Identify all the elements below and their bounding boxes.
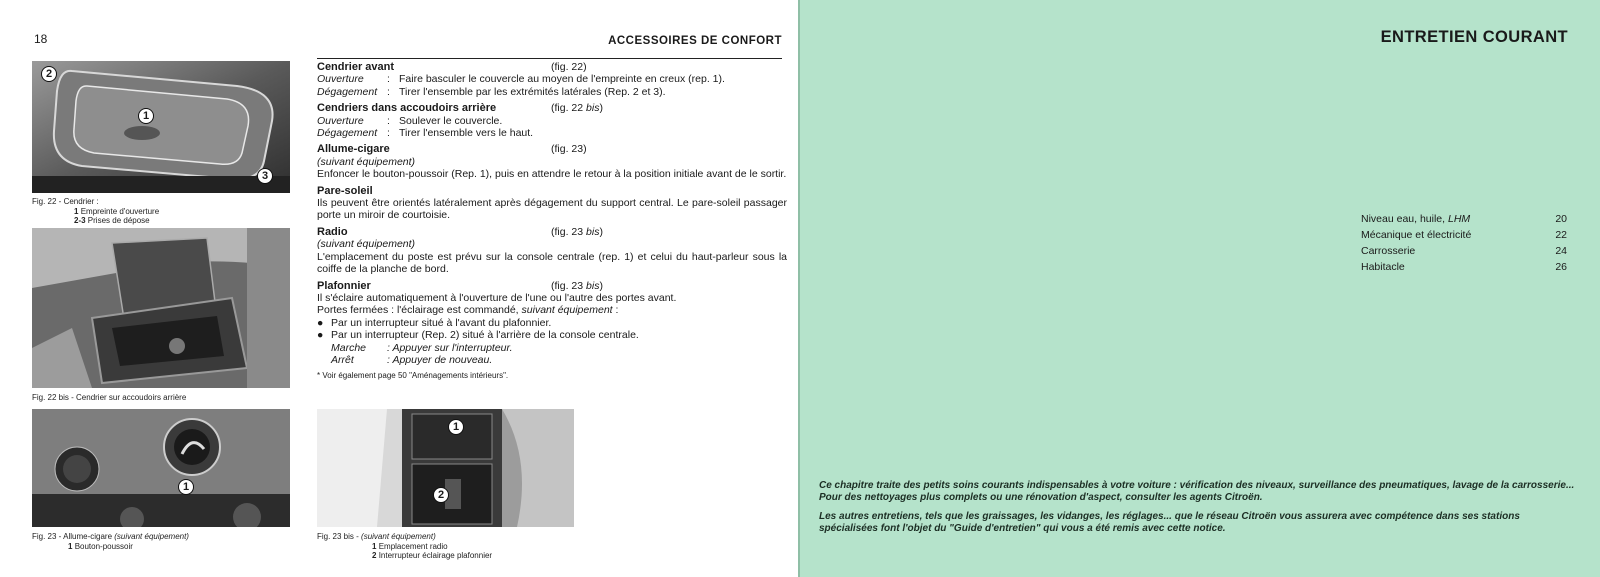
toc-item: Carrosserie 24 xyxy=(1361,245,1567,257)
plafonnier-bullet-1: ● Par un interrupteur situé à l'avant du plafonnier. xyxy=(317,316,552,329)
cendriers-arriere-ouverture: Ouverture : Soulever le couvercle. xyxy=(317,114,503,127)
radio-text: L'emplacement du poste est prévu sur la console centrale (rep. 1) et celui du haut-parleur sous la coiffe de la planche de bord. xyxy=(317,250,787,276)
fig22bis-photo xyxy=(32,228,290,388)
chapter-toc xyxy=(1361,211,1567,275)
fig23-callout-1: 1 xyxy=(178,479,194,495)
fig22-callout-1: 1 xyxy=(138,108,154,124)
ashtray-front-image xyxy=(32,61,290,193)
plafonnier-bullet-2: ● Par un interrupteur (Rep. 2) situé à l'arrière de la console centrale. xyxy=(317,329,639,342)
plafonnier-marche: Marche : Appuyer sur l'interrupteur. xyxy=(331,341,513,354)
cendrier-avant-ouverture: Ouverture : Faire basculer le couvercle au moyen de l'empreinte en creux (rep. 1). xyxy=(317,73,725,86)
allume-cigare-text: Enfoncer le bouton-poussoir (Rep. 1), puis en attendre le retour à la position initiale avant de le sortir. xyxy=(317,168,787,181)
toc-item: Habitacle 26 xyxy=(1361,261,1567,273)
pare-soleil-text: Ils peuvent être orientés latéralement après dégagement du support central. Le pare-soleil passager porte un miroir de courtoisie. xyxy=(317,197,787,222)
fig23-photo xyxy=(32,409,290,527)
fig22-photo xyxy=(32,61,290,193)
chapter-title: ENTRETIEN COURANT xyxy=(1380,28,1568,46)
fig22-caption: Fig. 22 - Cendrier : 1 Empreinte d'ouverture 2-3 Prises de dépose xyxy=(32,197,160,225)
plafonnier-heading: Plafonnier (fig. 23 bis) xyxy=(317,279,603,292)
fig23bis-photo xyxy=(317,409,574,527)
ashtray-rear-image xyxy=(32,228,290,388)
allume-cigare-heading: Allume-cigare (fig. 23) xyxy=(317,143,587,156)
instructions-column xyxy=(317,57,787,383)
allume-cigare-note: (suivant équipement) xyxy=(317,155,416,168)
fig22-callout-3: 3 xyxy=(257,168,273,184)
plafonnier-text1: Il s'éclaire automatiquement à l'ouverture de l'une ou l'autre des portes avant. xyxy=(317,291,677,304)
intro-paragraph-1: Ce chapitre traite des petits soins courants indispensables à votre voiture : vérification des niveaux, surveillance des pneumatiques, lavage de la carrosserie... Pour des nettoyages plus complets ou une rénovation d'aspect, consulter les agents Citroën. xyxy=(819,480,1575,503)
plafonnier-text2: Portes fermées : l'éclairage est commandé, suivant équipement : xyxy=(317,304,619,317)
center-console-image xyxy=(317,409,574,527)
fig23bis-caption: Fig. 23 bis - (suivant équipement) 1 Emplacement radio 2 Interrupteur éclairage plafonnier xyxy=(317,532,493,560)
intro-paragraph-2: Les autres entretiens, tels que les graissages, les vidanges, les réglages... que le réseau Citroën vous assurera avec compétence dans ses stations spécialisées font l'objet du "Guide d'entretien" qui vous a été remis avec cette notice. xyxy=(819,511,1520,534)
fig23-caption: Fig. 23 - Allume-cigare (suivant équipement) 1 Bouton-poussoir xyxy=(32,532,189,551)
section-header: ACCESSOIRES DE CONFORT xyxy=(608,35,782,47)
fig23bis-callout-2: 2 xyxy=(433,487,449,503)
plafonnier-arret: Arrêt : Appuyer de nouveau. xyxy=(331,353,493,366)
cendriers-arriere-degagement: Dégagement : Tirer l'ensemble vers le haut. xyxy=(317,127,534,140)
fig23bis-callout-1: 1 xyxy=(448,419,464,435)
footnote: * Voir également page 50 "Aménagements intérieurs". xyxy=(317,371,509,381)
toc-item: Mécanique et électricité 22 xyxy=(1361,229,1567,241)
pare-soleil-heading: Pare-soleil xyxy=(317,184,373,197)
chapter-intro xyxy=(819,480,1579,542)
toc-item: Niveau eau, huile, LHM 20 xyxy=(1361,213,1567,225)
radio-heading: Radio (fig. 23 bis) xyxy=(317,225,603,238)
cendrier-avant-degagement: Dégagement : Tirer l'ensemble par les extrémités latérales (Rep. 2 et 3). xyxy=(317,85,666,98)
fig22bis-caption: Fig. 22 bis - Cendrier sur accoudoirs arrière xyxy=(32,393,187,402)
cigar-lighter-image xyxy=(32,409,290,527)
cendriers-arriere-heading: Cendriers dans accoudoirs arrière (fig. 22 bis) xyxy=(317,102,603,115)
cendrier-avant-heading: Cendrier avant (fig. 22) xyxy=(317,61,587,73)
fig22-callout-2: 2 xyxy=(41,66,57,82)
radio-note: (suivant équipement) xyxy=(317,238,416,251)
page-number: 18 xyxy=(34,32,48,46)
